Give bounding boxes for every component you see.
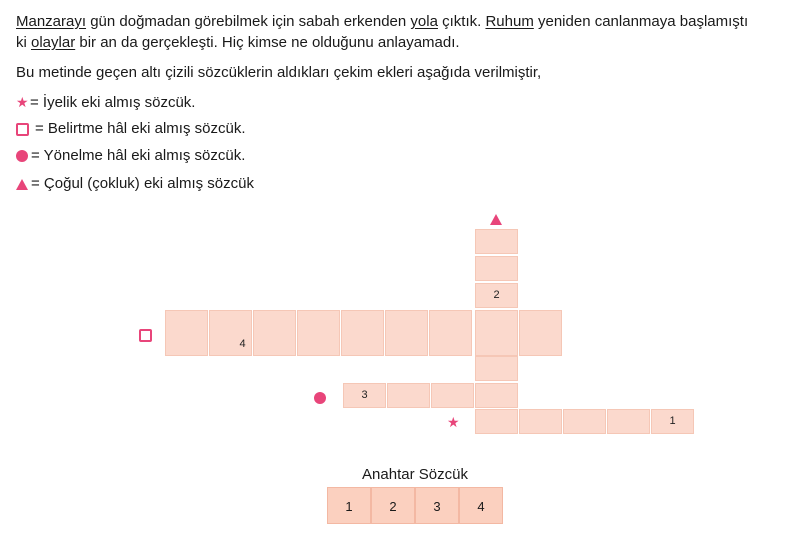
text: gün doğmadan görebilmek için sabah erkenden [86, 13, 411, 30]
grid-cell[interactable] [429, 310, 472, 356]
grid-cell[interactable] [607, 409, 650, 434]
underlined-word: Ruhum [485, 13, 534, 30]
text: bir an da gerçekleşti. Hiç kimse ne olduğunu anlayamadı. [75, 34, 460, 51]
clue-number: 3 [361, 389, 368, 401]
grid-cell[interactable] [475, 310, 518, 356]
grid-cell[interactable] [341, 310, 384, 356]
grid-cell[interactable] [475, 229, 518, 254]
key-cell[interactable]: 4 [459, 487, 503, 524]
grid-cell[interactable] [519, 409, 562, 434]
paragraph-line-1 [16, 12, 748, 32]
text: çıktık. [437, 13, 486, 30]
legend-label: = İyelik eki almış sözcük. [30, 94, 196, 111]
grid-cell[interactable] [563, 409, 606, 434]
legend-label: = Çoğul (çokluk) eki almış sözcük [31, 175, 254, 192]
legend-item-square [16, 119, 246, 139]
circle-icon [16, 150, 28, 162]
grid-cell[interactable] [519, 310, 562, 356]
grid-cell[interactable] [475, 383, 518, 408]
grid-cell[interactable] [475, 356, 518, 381]
key-cell[interactable]: 2 [371, 487, 415, 524]
key-cell[interactable]: 1 [327, 487, 371, 524]
underlined-word: olaylar [31, 34, 76, 51]
key-cell[interactable]: 3 [415, 487, 459, 524]
legend-item-circle [16, 146, 245, 166]
clue-number: 4 [239, 338, 246, 350]
grid-cell[interactable] [297, 310, 340, 356]
grid-cell[interactable] [475, 256, 518, 281]
clue-number: 1 [669, 415, 676, 427]
grid-cell[interactable] [165, 310, 208, 356]
paragraph-line-2 [16, 33, 460, 53]
legend-item-triangle [16, 174, 254, 194]
triangle-icon [16, 179, 28, 190]
clue-number: 2 [493, 289, 500, 301]
text: yeniden canlanmaya başlamıştı [533, 13, 749, 30]
star-icon: ★ [447, 414, 460, 430]
text: ki [16, 34, 31, 51]
underlined-word: yola [410, 13, 438, 30]
circle-icon [314, 389, 329, 406]
legend-label: = Yönelme hâl eki almış sözcük. [31, 147, 246, 164]
grid-cell[interactable] [385, 310, 428, 356]
key-title: Anahtar Sözcük [362, 466, 468, 483]
triangle-icon [490, 210, 505, 227]
grid-cell[interactable] [387, 383, 430, 408]
star-icon: ★ [16, 94, 29, 110]
underlined-word: Manzarayı [16, 13, 87, 30]
grid-cell[interactable] [431, 383, 474, 408]
square-icon [16, 123, 29, 136]
square-icon [139, 326, 158, 343]
legend-item-star [16, 92, 195, 113]
grid-cell[interactable] [475, 409, 518, 434]
legend-label: = Belirtme hâl eki almış sözcük. [35, 120, 246, 137]
instruction-text: Bu metinde geçen altı çizili sözcüklerin aldıkları çekim ekleri aşağıda verilmiştir, [16, 64, 542, 81]
